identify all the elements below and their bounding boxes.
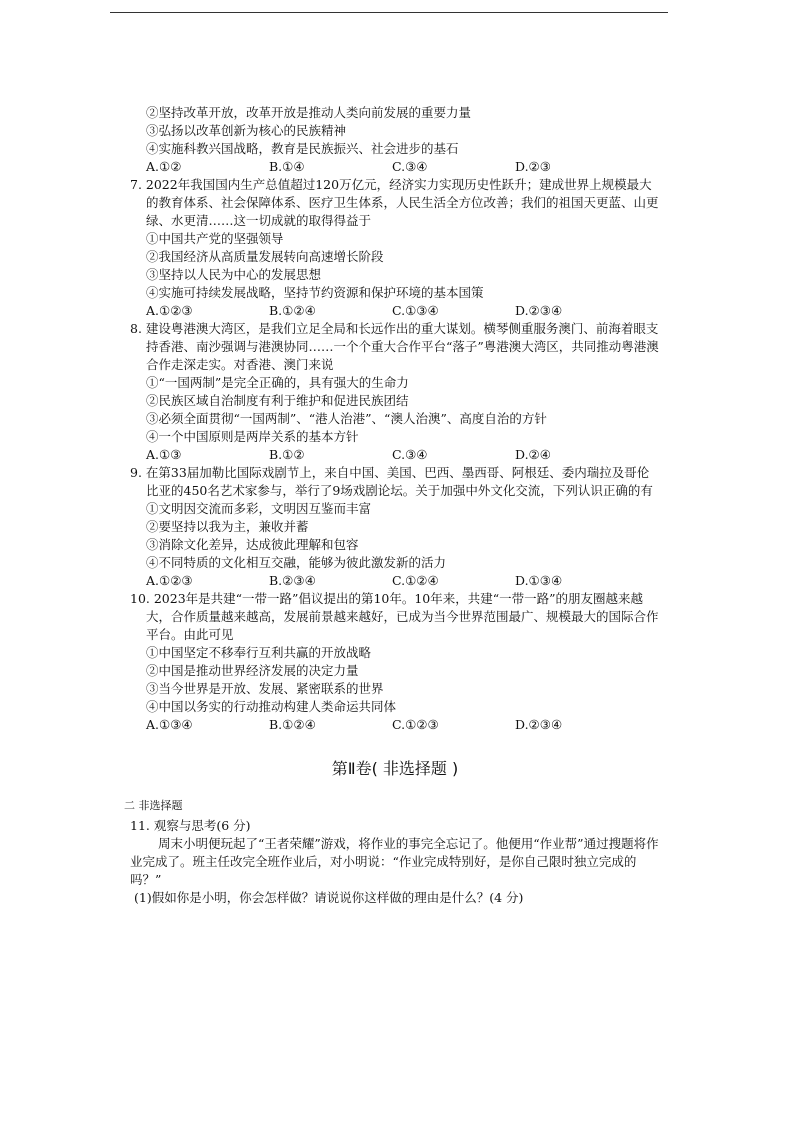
choice-a: A.①②③ — [146, 303, 193, 318]
question-stem: 9. 在第33届加勒比国际戏剧节上，来自中国、美国、巴西、墨西哥、阿根廷、委内瑞拉及哥伦比亚的450名艺术家参与，举行了9场戏剧论坛。关于加强中外文化交流，下列认识正确的有 — [130, 465, 653, 498]
question-7 — [130, 176, 660, 320]
option-line: ②中国是推动世界经济发展的决定力量 — [146, 663, 359, 678]
section-subheading: 二 非选择题 — [124, 799, 183, 812]
answer-choices — [130, 572, 660, 590]
question-9 — [130, 464, 660, 590]
exam-page — [124, 104, 660, 907]
choice-b: B.①②④ — [269, 717, 316, 732]
answer-choices — [130, 302, 660, 320]
question-stem: 8. 建设粤港澳大湾区，是我们立足全局和长远作出的重大谋划。横琴侧重服务澳门、前海着眼支持香港、南沙强调与港澳协同……一个个重大合作平台“落子”粤港澳大湾区，共同推动粤港澳合作走深走实。对香港、澳门来说 — [130, 321, 659, 372]
option-line: ④一个中国原则是两岸关系的基本方针 — [146, 429, 359, 444]
choice-a: A.①② — [146, 159, 182, 174]
option-line: ③必须全面贯彻“一国两制”、“港人治港”、“澳人治澳”、高度自治的方针 — [146, 411, 547, 426]
choice-c: C.①②③ — [392, 717, 439, 732]
choice-a: A.①③④ — [146, 717, 193, 732]
choice-b: B.①②④ — [269, 303, 316, 318]
option-line: ③当今世界是开放、发展、紧密联系的世界 — [146, 681, 384, 696]
choice-b: B.①④ — [269, 159, 305, 174]
question-stem: 10. 2023年是共建“一带一路”倡议提出的第10年。10年来，共建“一带一路”的朋友圈越来越大，合作质量越来越高，发展前景越来越好，已成为当今世界范围最广、规模最大的国际合作平台。由此可见 — [130, 591, 659, 642]
choice-d: D.②③④ — [515, 303, 563, 318]
choice-b: B.①② — [269, 447, 305, 462]
option-line: ③弘扬以改革创新为核心的民族精神 — [146, 123, 347, 138]
option-line: ②我国经济从高质量发展转向高速增长阶段 — [146, 249, 384, 264]
option-line: ③坚持以人民为中心的发展思想 — [146, 267, 322, 282]
option-line: ①“一国两制”是完全正确的，具有强大的生命力 — [146, 375, 409, 390]
choice-d: D.②③ — [515, 159, 551, 174]
choice-c: C.③④ — [392, 159, 428, 174]
question-paragraph: 周末小明便玩起了“王者荣耀”游戏，将作业的事完全忘记了。他便用“作业帮”通过搜题将作业完成了。班主任改完全班作业后，对小明说：“作业完成特别好，是你自己限时独立完成的吗？” — [130, 836, 659, 887]
choice-c: C.③④ — [392, 447, 428, 462]
option-line: ②民族区域自治制度有利于维护和促进民族团结 — [146, 393, 409, 408]
header-rule — [110, 12, 668, 13]
option-line: ④实施科教兴国战略，教育是民族振兴、社会进步的基石 — [146, 141, 459, 156]
answer-choices — [130, 716, 660, 734]
option-line: ①中国坚定不移奉行互利共赢的开放战略 — [146, 645, 372, 660]
option-line: ①文明因交流而多彩，文明因互鉴而丰富 — [146, 501, 372, 516]
question-6-tail — [130, 104, 660, 176]
option-line: ④中国以务实的行动推动构建人类命运共同体 — [146, 699, 397, 714]
question-title: 11. 观察与思考(6 分) — [130, 818, 251, 833]
option-line: ④不同特质的文化相互交融，能够为彼此激发新的活力 — [146, 555, 447, 570]
choice-b: B.②③④ — [269, 573, 316, 588]
answer-choices — [130, 158, 660, 176]
question-stem: 7. 2022年我国国内生产总值超过120万亿元，经济实力实现历史性跃升；建成世界上规模最大的教育体系、社会保障体系、医疗卫生体系，人民生活全方位改善；我们的祖国天更蓝、山更绿、水更清……这一切成就的取得得益于 — [130, 177, 659, 228]
option-line: ①中国共产党的坚强领导 — [146, 231, 284, 246]
choice-c: C.①②④ — [392, 573, 439, 588]
option-line: ④实施可持续发展战略，坚持节约资源和保护环境的基本国策 — [146, 285, 484, 300]
choice-a: A.①③ — [146, 447, 182, 462]
section-title: 第Ⅱ卷( 非选择题 ) — [331, 759, 459, 778]
choice-a: A.①②③ — [146, 573, 193, 588]
question-11 — [130, 817, 660, 907]
option-line: ②要坚持以我为主，兼收并蓄 — [146, 519, 309, 534]
choice-d: D.②④ — [515, 447, 551, 462]
question-10 — [130, 590, 660, 734]
sub-question: (1)假如你是小明，你会怎样做？请说说你这样做的理由是什么？(4 分) — [134, 890, 524, 905]
choice-d: D.①③④ — [515, 573, 563, 588]
question-8 — [130, 320, 660, 464]
option-line: ③消除文化差异，达成彼此理解和包容 — [146, 537, 359, 552]
answer-choices — [130, 446, 660, 464]
choice-d: D.②③④ — [515, 717, 563, 732]
option-line: ②坚持改革开放，改革开放是推动人类向前发展的重要力量 — [146, 105, 472, 120]
choice-c: C.①③④ — [392, 303, 439, 318]
